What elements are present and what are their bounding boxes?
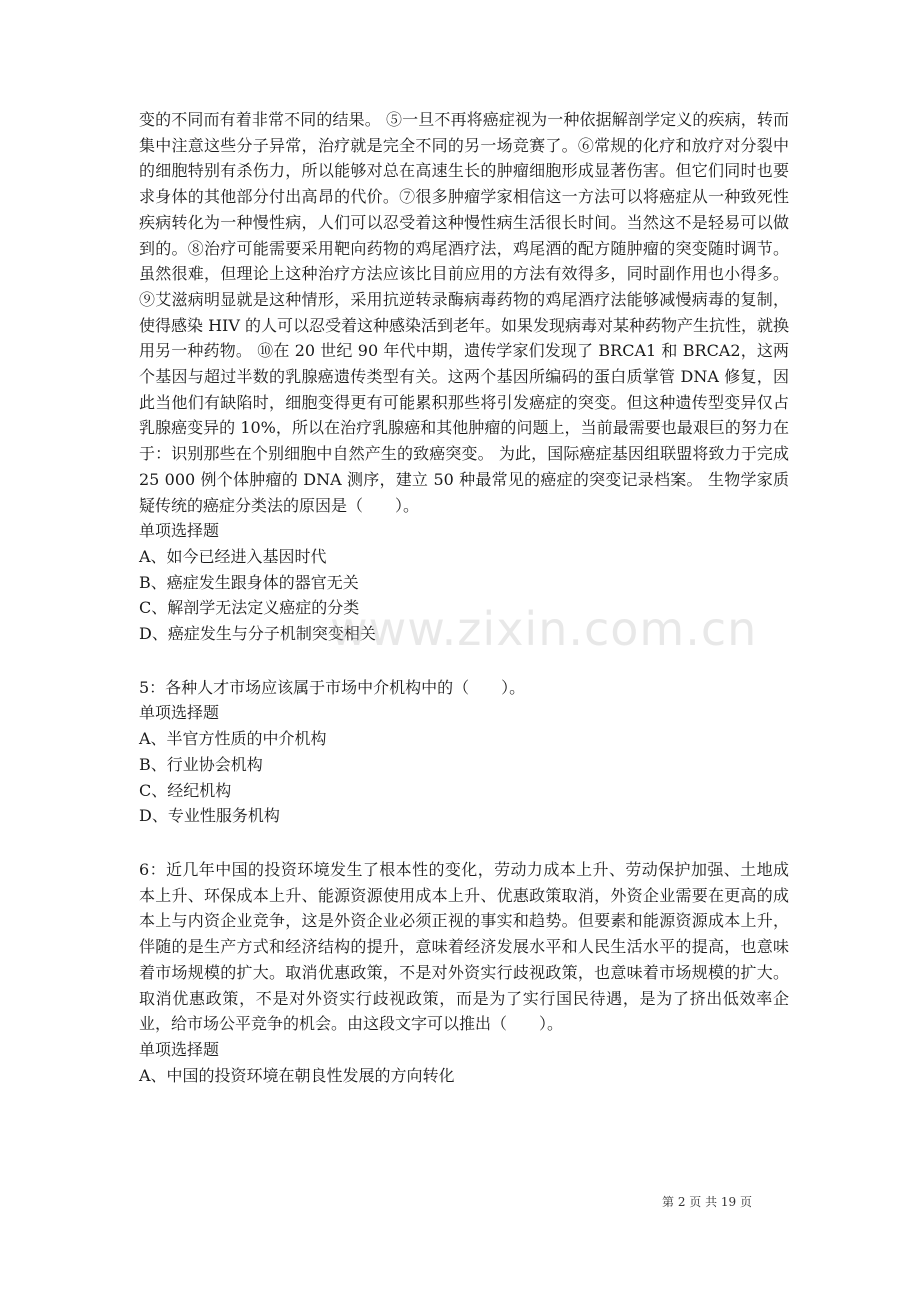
- page-content: [139, 107, 789, 1088]
- page-number-footer: 第 2 页 共 19 页: [662, 1195, 752, 1209]
- question-5-option-b: B、行业协会机构: [139, 754, 263, 774]
- question-5: [139, 675, 789, 829]
- question-4-option-a: A、如今已经进入基因时代: [139, 546, 327, 566]
- question-5-body: 5：各种人才市场应该属于市场中介机构中的（ ）。: [139, 677, 526, 697]
- question-6: [139, 857, 789, 1088]
- question-5-option-a: A、半官方性质的中介机构: [139, 729, 327, 749]
- question-5-type: 单项选择题: [139, 703, 220, 723]
- question-4: [139, 107, 789, 647]
- question-separator: [139, 647, 789, 675]
- question-4-body: 变的不同而有着非常不同的结果。 ⑤一旦不再将癌症视为一种依据解剖学定义的疾病，转而集中注意这些分子异常，治疗就是完全不同的另一场竞赛了。⑥常规的化疗和放疗对分裂中的细胞特别有杀伤力，所以能够对总在高速生长的肿瘤细胞形成显著伤害。但它们同时也要求身体的其他部分付出高昂的代价。⑦很多肿瘤学家相信这一方法可以将癌症从一种致死性疾病转化为一种慢性病，人们可以忍受着这种慢性病生活很长时间。当然这不是轻易可以做到的。⑧治疗可能需要采用靶向药物的鸡尾酒疗法，鸡尾酒的配方随肿瘤的突变随时调节。虽然很难，但理论上这种治疗方法应该比目前应用的方法有效得多，同时副作用也小得多。⑨艾滋病明显就是这种情形，采用抗逆转录酶病毒药物的鸡尾酒疗法能够减慢病毒的复制，使得感染 HIV 的人可以忍受着这种感染活到老年。如果发现病毒对某种药物产生抗性，就换用另一种药物。 ⑩在 20 世纪 90 年代中期，遗传学家们发现了 BRCA1 和 BRCA2，这两个基因与超过半数的乳腺癌遗传类型有关。这两个基因所编码的蛋白质掌管 DNA 修复，因此当他们有缺陷时，细胞变得更有可能累积那些将引发癌症的突变。但这种遗传型变异仅占乳腺癌变异的 10%，所以在治疗乳腺癌和其他肿瘤的问题上，当前最需要也最艰巨的努力在于：识别那些在个别细胞中自然产生的致癌突变。 为此，国际癌症基因组联盟将致力于完成 25 000 例个体肿瘤的 DNA 测序，建立 50 种最常见的癌症的突变记录档案。 生物学家质疑传统的癌症分类法的原因是（ ）。: [139, 110, 790, 515]
- question-4-type: 单项选择题: [139, 521, 220, 541]
- question-6-option-a: A、中国的投资环境在朝良性发展的方向转化: [139, 1065, 455, 1085]
- question-6-type: 单项选择题: [139, 1039, 220, 1059]
- question-4-option-c: C、解剖学无法定义癌症的分类: [139, 598, 360, 618]
- question-5-option-c: C、经纪机构: [139, 780, 232, 800]
- question-separator: [139, 829, 789, 857]
- question-4-option-b: B、癌症发生跟身体的器官无关: [139, 572, 359, 592]
- question-6-body: 6：近几年中国的投资环境发生了根本性的变化，劳动力成本上升、劳动保护加强、土地成本上升、环保成本上升、能源资源使用成本上升、优惠政策取消，外资企业需要在更高的成本上与内资企业竞争，这是外资企业必须正视的事实和趋势。但要素和能源资源成本上升，伴随的是生产方式和经济结构的提升，意味着经济发展水平和人民生活水平的提高，也意味着市场规模的扩大。取消优惠政策，不是对外资实行歧视政策，也意味着市场规模的扩大。取消优惠政策，不是对外资实行歧视政策，而是为了实行国民待遇，是为了挤出低效率企业，给市场公平竞争的机会。由这段文字可以推出（ ）。: [139, 859, 789, 1034]
- question-4-option-d: D、癌症发生与分子机制突变相关: [139, 624, 376, 644]
- watermark: www.zixin.com.cn: [330, 602, 758, 656]
- question-5-option-d: D、专业性服务机构: [139, 806, 280, 826]
